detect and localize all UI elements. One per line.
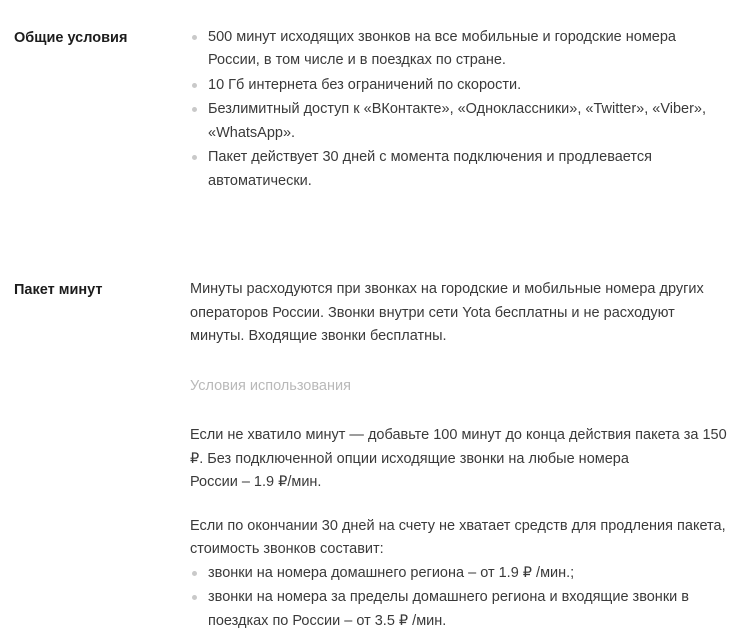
list-item: 10 Гб интернета без ограничений по скорости. bbox=[190, 74, 729, 97]
section-minutes-package bbox=[14, 278, 729, 634]
section-general-terms bbox=[14, 26, 729, 194]
extra-minutes-paragraph: Если не хватило минут — добавьте 100 минут до конца действия пакета за 150 ₽. Без подключенной опции исходящие звонки на любые номера bbox=[190, 427, 727, 467]
list-item: звонки на номера за пределы домашнего региона и входящие звонки в поездках по России – от 3.5 ₽ /мин. bbox=[190, 586, 729, 633]
usage-conditions-subheading: Условия использования bbox=[190, 377, 351, 394]
extra-minutes-paragraph-line2: России – 1.9 ₽/мин. bbox=[190, 474, 322, 491]
section-title-minutes-package: Пакет минут bbox=[14, 282, 103, 299]
paragraph-spacer bbox=[190, 349, 729, 375]
expiry-pricing-list bbox=[190, 562, 729, 633]
list-item: Пакет действует 30 дней с момента подключения и продлевается автоматически. bbox=[190, 146, 729, 193]
expiry-pricing-paragraph: Если по окончании 30 дней на счету не хватает средств для продления пакета, стоимость звонков составит: bbox=[190, 517, 726, 558]
paragraph-spacer bbox=[190, 495, 729, 515]
minutes-intro-paragraph: Минуты расходуются при звонках на городские и мобильные номера других операторов России. Звонки внутри сети Yota бесплатны и не расходуют минуты. Входящие звонки бесплатны. bbox=[190, 281, 704, 345]
general-terms-list bbox=[190, 26, 729, 193]
section-body-general-terms bbox=[186, 26, 729, 194]
list-item: 500 минут исходящих звонков на все мобильные и городские номера России, в том числе и в поездках по стране. bbox=[190, 26, 729, 73]
section-spacer bbox=[14, 194, 729, 278]
list-item: Безлимитный доступ к «ВКонтакте», «Одноклассники», «Twitter», «Viber», «WhatsApp». bbox=[190, 98, 729, 145]
list-item: звонки на номера домашнего региона – от 1.9 ₽ /мин.; bbox=[190, 562, 729, 585]
paragraph-spacer bbox=[190, 398, 729, 424]
section-title-general-terms: Общие условия bbox=[14, 30, 128, 46]
section-body-minutes-package bbox=[186, 278, 729, 634]
